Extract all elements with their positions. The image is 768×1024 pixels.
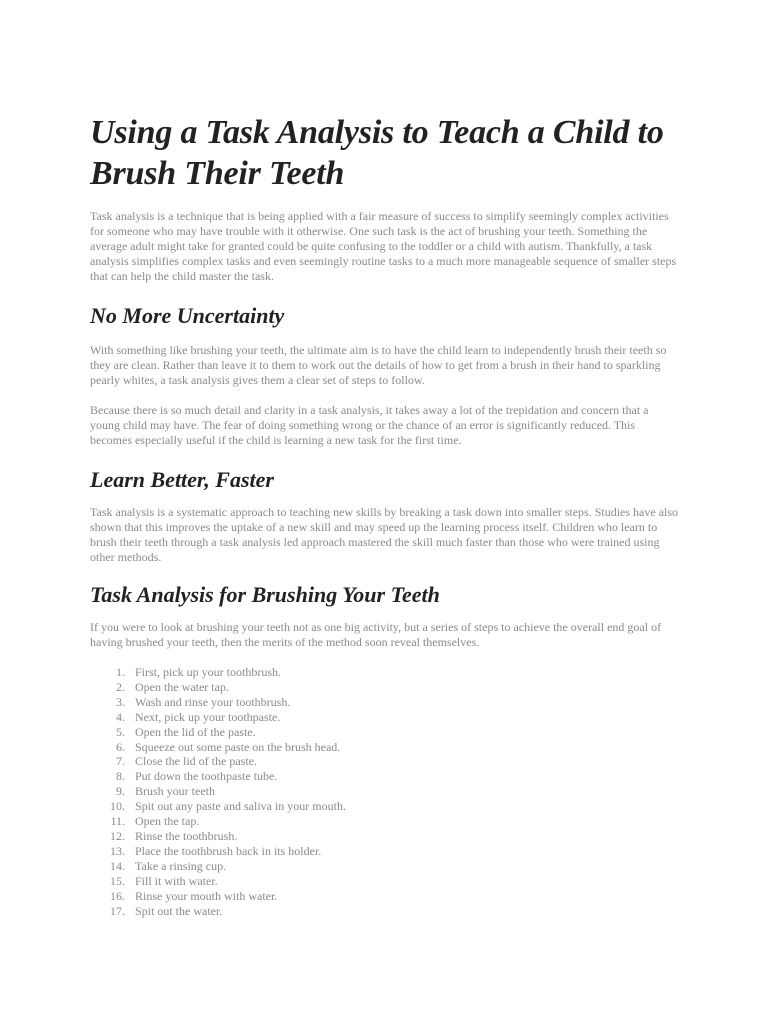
list-item [90, 665, 680, 680]
list-item [90, 889, 680, 904]
document-page [90, 112, 680, 918]
list-item [90, 859, 680, 874]
step-text: Open the lid of the paste. [135, 724, 256, 739]
step-number: 9. [116, 784, 125, 799]
list-item [90, 725, 680, 740]
step-text: Open the water tap. [135, 679, 229, 694]
step-number: 4. [116, 709, 125, 724]
list-item [90, 740, 680, 755]
step-number: 14. [110, 858, 125, 873]
list-item [90, 695, 680, 710]
step-text: Close the lid of the paste. [135, 754, 257, 769]
step-number: 3. [116, 694, 125, 709]
step-text: Place the toothbrush back in its holder. [135, 843, 322, 858]
step-text: Fill it with water. [135, 873, 218, 888]
step-text: Spit out the water. [135, 903, 223, 918]
list-item [90, 814, 680, 829]
step-number: 10. [110, 799, 125, 814]
step-number: 11. [110, 814, 125, 829]
step-text: Put down the toothpaste tube. [135, 769, 278, 784]
list-item [90, 710, 680, 725]
list-item [90, 874, 680, 889]
list-item [90, 829, 680, 844]
list-item [90, 784, 680, 799]
section-heading-uncertainty: No More Uncertainty [90, 303, 285, 328]
section-heading-task-analysis: Task Analysis for Brushing Your Teeth [90, 582, 440, 607]
steps-list [90, 665, 680, 918]
list-item [90, 754, 680, 769]
list-item [90, 680, 680, 695]
page-title: Using a Task Analysis to Teach a Child to Brush Their Teeth [90, 114, 664, 192]
step-text: Open the tap. [135, 814, 200, 829]
task-analysis-paragraph: If you were to look at brushing your teeth not as one big activity, but a series of steps to achieve the overall end goal of having brushed your teeth, then the merits of the method soon reveal themselves. [90, 620, 662, 649]
step-text: Spit out any paste and saliva in your mouth. [135, 799, 346, 814]
step-text: Brush your teeth [135, 784, 215, 799]
intro-paragraph: Task analysis is a technique that is being applied with a fair measure of success to simplify seemingly complex activities for someone who may have trouble with it otherwise. One such task is the act of brushing your teeth. Something the average adult might take for granted could be quite confusing to the toddler or a child with autism. Thankfully, a task analysis simplifies complex tasks and even seemingly routine tasks to a much more manageable sequence of smaller steps that can help the child master the task. [90, 209, 677, 283]
step-text: First, pick up your toothbrush. [135, 665, 281, 679]
step-number: 1. [116, 665, 125, 679]
list-item [90, 844, 680, 859]
uncertainty-paragraph-2: Because there is so much detail and clarity in a task analysis, it takes away a lot of the trepidation and concern that a young child may have. The fear of doing something wrong or the chance of an error is significantly reduced. This becomes especially useful if the child is learning a new task for the first time. [90, 403, 649, 447]
step-text: Take a rinsing cup. [135, 858, 227, 873]
step-number: 5. [116, 724, 125, 739]
step-number: 16. [110, 888, 125, 903]
step-number: 8. [116, 769, 125, 784]
step-number: 13. [110, 843, 125, 858]
step-text: Rinse your mouth with water. [135, 888, 278, 903]
uncertainty-paragraph-1: With something like brushing your teeth, the ultimate aim is to have the child learn to independently brush their teeth so they are clean. Rather than leave it to them to work out the details of how to get from a brush in their hand to sparkling pearly whites, a task analysis gives them a clear set of steps to follow. [90, 343, 667, 387]
list-item [90, 769, 680, 784]
learn-paragraph: Task analysis is a systematic approach to teaching new skills by breaking a task down into smaller steps. Studies have also shown that this improves the uptake of a new skill and may speed up the learning process itself. Children who learn to brush their teeth through a task analysis led approach mastered the skill much faster than those who were trained using other methods. [90, 505, 679, 564]
step-text: Wash and rinse your toothbrush. [135, 694, 291, 709]
step-number: 17. [110, 903, 125, 918]
step-number: 15. [110, 873, 125, 888]
list-item [90, 799, 680, 814]
list-item [90, 904, 680, 919]
section-heading-learn: Learn Better, Faster [90, 467, 274, 492]
step-number: 6. [116, 739, 125, 754]
step-text: Squeeze out some paste on the brush head. [135, 739, 341, 754]
step-number: 12. [110, 828, 125, 843]
step-number: 7. [116, 754, 125, 769]
step-text: Next, pick up your toothpaste. [135, 709, 281, 724]
step-text: Rinse the toothbrush. [135, 828, 238, 843]
step-number: 2. [116, 679, 125, 694]
